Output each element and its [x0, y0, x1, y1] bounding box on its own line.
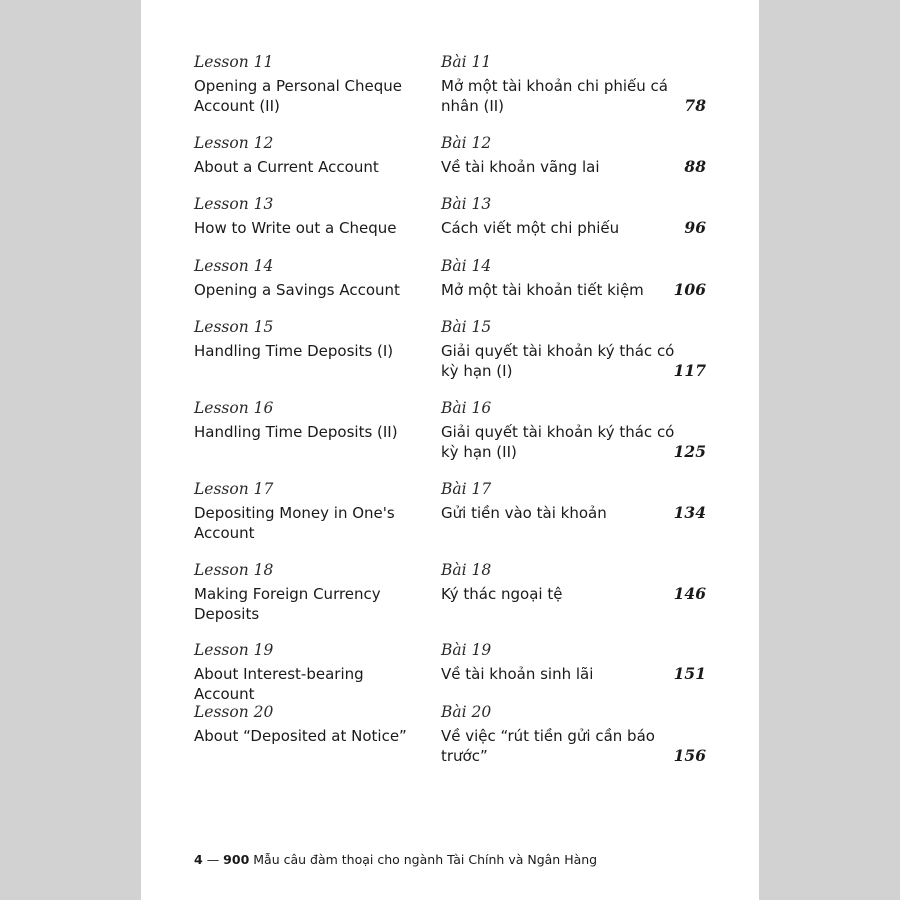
vietnamese-lesson-label: Bài 20: [441, 703, 492, 721]
english-lesson-label: Lesson 15: [194, 318, 274, 336]
page-number: 78: [684, 96, 706, 115]
english-lesson-title: Handling Time Deposits (I): [194, 342, 394, 360]
english-lesson-label: Lesson 12: [194, 134, 274, 152]
page-number: 117: [673, 361, 706, 380]
page-footer: [194, 852, 597, 867]
page-number: 96: [684, 218, 706, 237]
page-number: 156: [673, 746, 706, 765]
page-number: 151: [673, 664, 706, 683]
vietnamese-lesson-label: Bài 13: [441, 195, 492, 213]
vietnamese-lesson-label: Bài 12: [441, 134, 492, 152]
footer-page-number: 4: [194, 852, 203, 867]
page-number: 134: [673, 503, 706, 522]
page-number: 125: [673, 442, 706, 461]
vietnamese-lesson-label: Bài 14: [441, 257, 492, 275]
english-lesson-title: How to Write out a Cheque: [194, 219, 397, 237]
english-lesson-label: Lesson 17: [194, 480, 274, 498]
footer-dash: —: [206, 852, 220, 867]
english-lesson-label: Lesson 18: [194, 561, 274, 579]
vietnamese-lesson-title: Giải quyết tài khoản ký thác có kỳ hạn (II): [441, 423, 675, 461]
english-lesson-title: About a Current Account: [194, 158, 379, 176]
vietnamese-lesson-title: Cách viết một chi phiếu: [441, 219, 620, 237]
vietnamese-lesson-title: Về việc “rút tiền gửi cần báo trước”: [441, 727, 655, 765]
english-lesson-label: Lesson 14: [194, 257, 274, 275]
page-number: 146: [673, 584, 706, 603]
english-lesson-title: About Interest-bearing Account: [194, 665, 364, 703]
vietnamese-lesson-title: Mở một tài khoản tiết kiệm: [441, 281, 644, 299]
vietnamese-lesson-title: Gửi tiền vào tài khoản: [441, 504, 607, 522]
english-lesson-title: Opening a Savings Account: [194, 281, 400, 299]
english-lesson-label: Lesson 19: [194, 641, 274, 659]
vietnamese-lesson-label: Bài 16: [441, 399, 492, 417]
english-lesson-label: Lesson 11: [194, 53, 274, 71]
english-lesson-title: Depositing Money in One's Account: [194, 504, 395, 542]
english-lesson-title: Opening a Personal Cheque Account (II): [194, 77, 402, 115]
vietnamese-lesson-label: Bài 11: [441, 53, 492, 71]
vietnamese-lesson-title: Giải quyết tài khoản ký thác có kỳ hạn (I): [441, 342, 675, 380]
english-lesson-title: About “Deposited at Notice”: [194, 727, 407, 745]
vietnamese-lesson-label: Bài 17: [441, 480, 492, 498]
english-lesson-title: Making Foreign Currency Deposits: [194, 585, 381, 623]
book-page: [141, 0, 759, 900]
vietnamese-lesson-title: Mở một tài khoản chi phiếu cá nhân (II): [441, 77, 668, 115]
english-lesson-label: Lesson 13: [194, 195, 274, 213]
vietnamese-lesson-title: Về tài khoản sinh lãi: [441, 665, 594, 683]
vietnamese-lesson-label: Bài 15: [441, 318, 492, 336]
page-number: 106: [673, 280, 706, 299]
vietnamese-lesson-title: Về tài khoản vãng lai: [441, 158, 600, 176]
vietnamese-lesson-label: Bài 19: [441, 641, 492, 659]
vietnamese-lesson-title: Ký thác ngoại tệ: [441, 585, 563, 603]
vietnamese-lesson-label: Bài 18: [441, 561, 492, 579]
english-lesson-label: Lesson 16: [194, 399, 274, 417]
english-lesson-label: Lesson 20: [194, 703, 274, 721]
page-number: 88: [684, 157, 706, 176]
footer-book-title: Mẫu câu đàm thoại cho ngành Tài Chính và Ngân Hàng: [253, 852, 598, 867]
footer-book-number: 900: [223, 852, 250, 867]
english-lesson-title: Handling Time Deposits (II): [194, 423, 398, 441]
